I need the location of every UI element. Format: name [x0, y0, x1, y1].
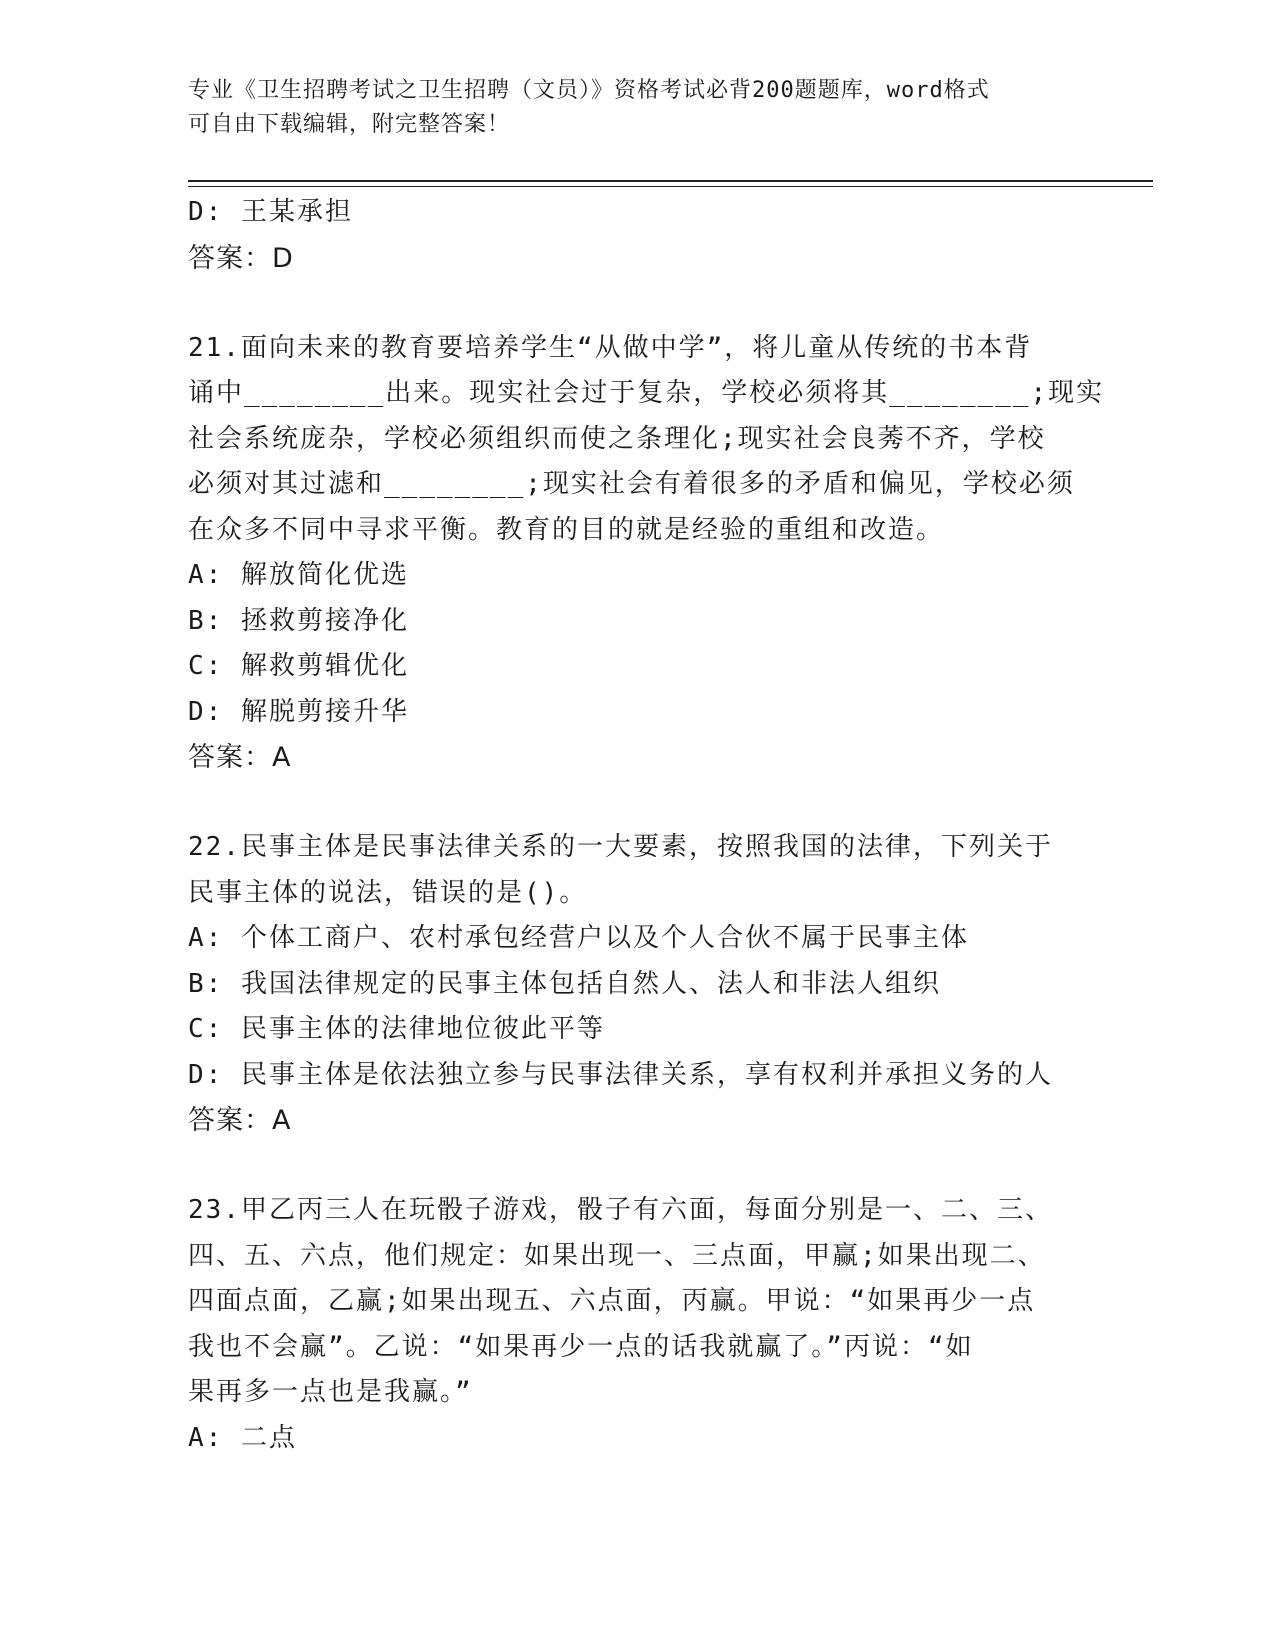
- question-text-line: 我也不会赢”。乙说：“如果再少一点的话我就赢了。”丙说：“如: [188, 1331, 974, 1362]
- option-a: A: 个体工商户、农村承包经营户以及个人合伙不属于民事主体: [188, 923, 969, 953]
- option-a: A: 二点: [188, 1422, 297, 1453]
- option-b: B: 拯救剪接净化: [188, 605, 409, 636]
- question-text-line: 诵中________出来。现实社会过于复杂，学校必须将其________;现实: [188, 378, 1105, 408]
- header-rule-thin: [188, 186, 1153, 187]
- answer-line: 答案：A: [188, 742, 292, 773]
- document-body: [188, 190, 1105, 1461]
- option-c: C: 解救剪辑优化: [188, 651, 409, 681]
- option-d: D: 解脱剪接升华: [188, 696, 409, 727]
- answer-line: 答案：A: [188, 1105, 292, 1136]
- spacer: [188, 781, 1088, 825]
- question-text-line: 必须对其过滤和________;现实社会有着很多的矛盾和偏见，学校必须: [188, 469, 1075, 499]
- header-line-2: 可自由下载编辑，附完整答案！: [188, 112, 511, 137]
- spacer: [188, 282, 1088, 326]
- question-23: [188, 1188, 1088, 1461]
- question-text-line: 果再多一点也是我赢。”: [188, 1377, 473, 1407]
- question-text-line: 21.面向未来的教育要培养学生“从做中学”，将儿童从传统的书本背: [188, 332, 1033, 363]
- header-line-1: 专业《卫生招聘考试之卫生招聘（文员）》资格考试必背200题题库，word格式: [188, 78, 990, 103]
- question-text-line: 四面点面，乙赢;如果出现五、六点面，丙赢。甲说：“如果再少一点: [188, 1286, 1036, 1316]
- option-b: B: 我国法律规定的民事主体包括自然人、法人和非法人组织: [188, 968, 941, 999]
- question-text-line: 社会系统庞杂，学校必须组织而使之条理化;现实社会良莠不齐，学校: [188, 423, 1046, 454]
- option-a: A: 解放简化优选: [188, 560, 409, 590]
- option-d: D: 王某承担: [188, 197, 353, 227]
- question-text-line: 23.甲乙丙三人在玩骰子游戏，骰子有六面，每面分别是一、二、三、: [188, 1195, 1053, 1225]
- spacer: [188, 1144, 1088, 1188]
- question-text-line: 22.民事主体是民事法律关系的一大要素，按照我国的法律，下列关于: [188, 832, 1053, 862]
- question-text-line: 四、五、六点，他们规定：如果出现一、三点面，甲赢;如果出现二、: [188, 1240, 1046, 1271]
- question-text-line: 民事主体的说法，错误的是()。: [188, 877, 588, 908]
- header-rule-thick: [188, 180, 1153, 182]
- question-21: [188, 326, 1105, 782]
- answer-line: 答案：D: [188, 242, 294, 274]
- question-22: [188, 825, 1088, 1144]
- question-text-line: 在众多不同中寻求平衡。教育的目的就是经验的重组和改造。: [188, 514, 945, 545]
- option-d: D: 民事主体是依法独立参与民事法律关系，享有权利并承担义务的人: [188, 1059, 1053, 1090]
- option-c: C: 民事主体的法律地位彼此平等: [188, 1014, 605, 1044]
- document-header: [188, 74, 1088, 142]
